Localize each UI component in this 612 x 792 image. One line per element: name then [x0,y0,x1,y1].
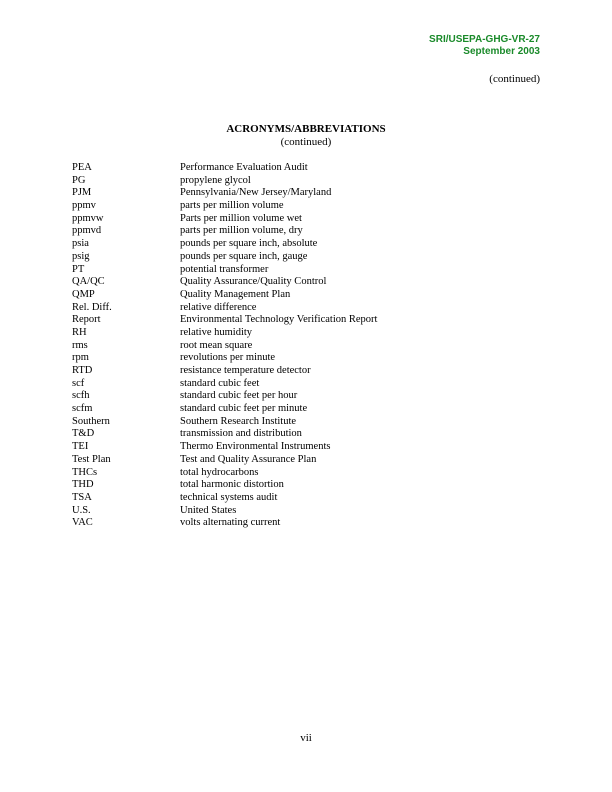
acronym-abbreviation: scf [72,377,85,389]
acronym-row [72,416,377,429]
acronym-definition: standard cubic feet [180,377,260,389]
acronym-definition: total hydrocarbons [180,466,259,478]
acronym-definition: relative difference [180,301,257,313]
acronym-definition: propylene glycol [180,174,251,186]
acronym-definition: technical systems audit [180,491,278,503]
acronym-abbreviation: Report [72,314,101,326]
acronym-abbreviation: PG [72,174,86,186]
continued-note: (continued) [489,73,540,85]
acronym-definition: revolutions per minute [180,352,276,364]
acronym-definition: resistance temperature detector [180,365,311,376]
acronym-abbreviation: PT [72,263,85,275]
acronym-abbreviation: ppmvd [72,225,102,237]
acronym-definition: Quality Assurance/Quality Control [180,276,327,288]
acronym-row [72,378,377,391]
acronym-definition: Test and Quality Assurance Plan [180,453,317,465]
acronym-row [72,479,377,492]
acronym-row [72,492,377,505]
acronym-definition: total harmonic distortion [180,479,284,491]
acronym-definition: parts per million volume, dry [180,225,303,237]
acronym-definition: parts per million volume [180,200,284,212]
acronym-row [72,352,377,365]
report-header [290,34,540,58]
acronym-abbreviation: T&D [72,428,95,440]
acronym-row [72,162,377,175]
acronym-definition: Parts per million volume wet [180,212,302,224]
acronym-row [72,441,377,454]
acronym-abbreviation: THD [72,479,94,491]
acronym-abbreviation: rms [72,339,88,351]
acronym-definition: volts alternating current [180,517,281,529]
acronym-row [72,264,377,277]
acronym-definition: pounds per square inch, absolute [180,238,318,250]
acronym-definition: potential transformer [180,263,269,275]
acronym-definition: Thermo Environmental Instruments [180,441,331,453]
acronym-definition: Quality Management Plan [180,288,291,300]
acronym-row [72,517,377,530]
acronym-abbreviation: QA/QC [72,276,105,288]
acronym-definition: root mean square [180,339,253,351]
acronym-abbreviation: TSA [72,491,92,503]
acronym-definition: Southern Research Institute [180,415,297,427]
acronym-row [72,327,377,340]
acronym-row [72,213,377,226]
acronym-abbreviation: psia [72,238,89,250]
acronym-abbreviation: Southern [72,415,110,427]
acronym-row [72,238,377,251]
acronym-definition: Pennsylvania/New Jersey/Maryland [180,187,332,199]
acronym-abbreviation: scfh [72,390,90,402]
acronym-abbreviation: rpm [72,352,89,364]
acronym-abbreviation: VAC [72,517,93,529]
report-id: SRI/USEPA-GHG-VR-27 [429,34,540,45]
acronym-abbreviation: PJM [72,187,92,199]
acronym-definition: standard cubic feet per minute [180,403,308,415]
acronym-abbreviation: PEA [72,162,92,173]
acronym-row [72,314,377,327]
acronym-row [72,428,377,441]
acronym-row [72,302,377,315]
acronym-abbreviation: ppmvw [72,212,104,224]
acronym-abbreviation: psig [72,250,90,262]
acronym-definition: standard cubic feet per hour [180,390,298,402]
acronym-abbreviation: TEI [72,441,89,453]
acronym-definition: relative humidity [180,326,253,338]
acronym-abbreviation: Test Plan [72,453,111,465]
report-date: September 2003 [463,46,540,57]
acronym-abbreviation: ppmv [72,200,96,212]
acronym-row [72,251,377,264]
acronym-definition: Environmental Technology Verification Report [180,314,378,326]
acronym-row [72,200,377,213]
acronym-abbreviation: RH [72,326,87,338]
acronym-definition: transmission and distribution [180,428,302,440]
acronym-row [72,187,377,200]
acronym-row [72,175,377,188]
section-title: ACRONYMS/ABBREVIATIONS [226,123,386,135]
acronym-abbreviation: scfm [72,403,93,415]
acronym-definition: pounds per square inch, gauge [180,250,308,262]
acronym-abbreviation: RTD [72,365,93,376]
acronym-row [72,225,377,238]
acronym-definition: United States [180,504,237,516]
acronym-row [72,505,377,518]
acronym-row [72,340,377,353]
acronym-row [72,390,377,403]
acronym-row [72,289,377,302]
acronym-row [72,454,377,467]
acronym-abbreviation: THCs [72,466,98,478]
acronym-abbreviation: U.S. [72,504,91,516]
acronym-row [72,467,377,480]
acronym-list [72,162,377,530]
acronym-row [72,276,377,289]
acronym-row [72,365,377,378]
acronym-row [72,403,377,416]
page-number: vii [300,732,312,744]
acronym-abbreviation: Rel. Diff. [72,301,112,313]
acronym-abbreviation: QMP [72,288,95,300]
section-subtitle: (continued) [280,136,332,148]
acronym-definition: Performance Evaluation Audit [180,162,308,173]
